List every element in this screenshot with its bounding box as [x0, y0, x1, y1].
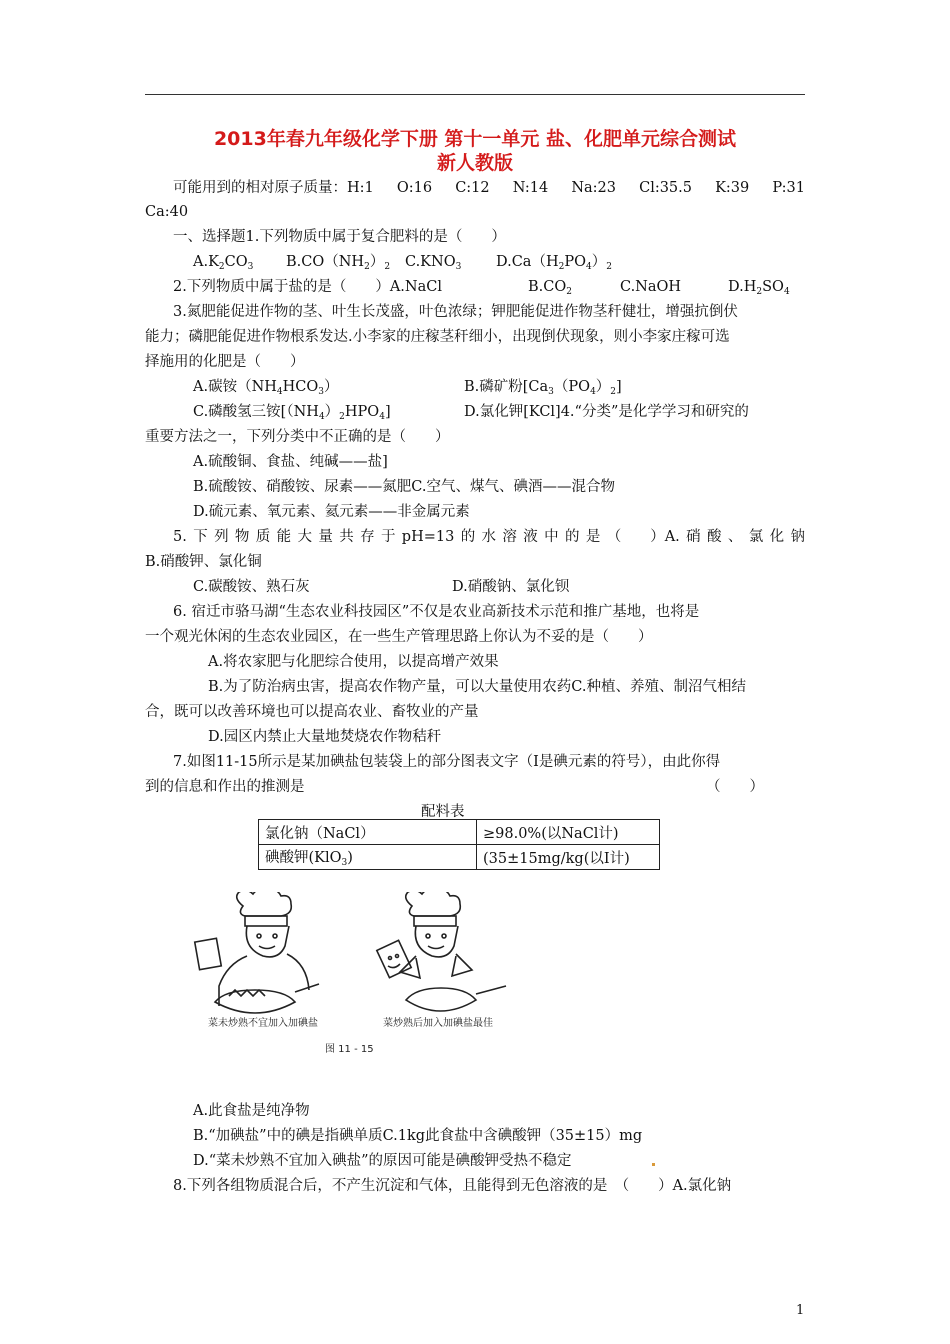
q3-line3: 择施用的化肥是（ ）: [145, 354, 305, 370]
ingredient-table: [258, 819, 660, 870]
q3-option-d-q4-stem: D.氯化钾[KCl]4.“分类”是化学学习和研究的: [464, 404, 749, 420]
q4-option-a: A.硫酸铜、食盐、纯碱——盐]: [193, 454, 388, 470]
q1-option-a: $A.K_2CO_3$: [193, 254, 254, 272]
q3-option-b: B.磷矿粉$[Ca_3(PO_4)_2]$: [464, 379, 622, 397]
q3-line1: 3.氮肥能促进作物的茎、叶生长茂盛，叶色浓绿；钾肥能促进作物茎秆健壮，增强抗倒伏: [173, 304, 738, 320]
q2-option-b: $B.CO_2$: [528, 279, 572, 297]
q3-option-a: A.碳铵$(NH_4HCO_3)$: [193, 379, 339, 397]
figure-label: 图 11 - 15: [325, 1044, 374, 1055]
q7-option-bc: B.“加碘盐”中的碘是指碘单质C.1kg此食盐中含碘酸钾（35±15）mg: [193, 1128, 643, 1144]
q6-line1: 6. 宿迁市骆马湖“生态农业科技园区”不仅是农业高新技术示范和推广基地，也将是: [173, 604, 700, 620]
q2-option-d: $D.H_2SO_4$: [728, 279, 790, 297]
q3-line2: 能力；磷肥能促进作物根系发达.小李家的庄稼茎秆细小，出现倒伏现象，则小李家庄稼可选: [145, 329, 730, 345]
table-cell: ≥98.0%(以NaCl计): [477, 820, 660, 845]
q1-option-b: $B.CO(NH_2)_2$: [286, 254, 391, 272]
q6-option-a: A.将农家肥与化肥综合使用，以提高增产效果: [208, 654, 499, 670]
table-row: [259, 845, 660, 870]
q7-line1: 7.如图11-15所示是某加碘盐包装袋上的部分图表文字（I是碘元素的符号），由此你得: [173, 754, 721, 770]
q5-option-d: D.硝酸钠、氯化钡: [452, 579, 570, 595]
left-chef-illustration: [195, 892, 319, 1013]
q6-option-d: D.园区内禁止大量地焚烧农作物秸秆: [208, 729, 442, 745]
q7-option-a: A.此食盐是纯净物: [193, 1103, 310, 1119]
q1-option-d: $D.Ca(H_2PO_4)_2$: [496, 254, 612, 272]
q7-answer-paren: （ ）: [706, 779, 764, 795]
q6-option-bc: B.为了防治病虫害，提高农作物产量，可以大量使用农药C.种植、养殖、制沼气相结: [208, 679, 746, 695]
figure-caption-right: 菜炒熟后加入加碘盐最佳: [383, 1018, 493, 1029]
chef-figure: [175, 892, 520, 1062]
q5-option-b: B.硝酸钾、氯化铜: [145, 554, 262, 570]
stray-dot: [652, 1163, 655, 1166]
table-cell: 氯化钠（NaCl）: [259, 820, 477, 845]
atomic-masses-line1: 可能用到的相对原子质量：H:1 O:16 C:12 N:14 Na:23 Cl:35.5 K:39 P:31: [173, 180, 805, 196]
q6-line2: 一个观光休闲的生态农业园区，在一些生产管理思路上你认为不妥的是（ ）: [145, 629, 653, 645]
table-row: [259, 820, 660, 845]
figure-caption-left: 菜未炒熟不宜加入加碘盐: [208, 1018, 318, 1029]
q1-stem: 一、选择题1.下列物质中属于复合肥料的是（ ）: [173, 229, 506, 245]
table-cell: 碘酸钾(KlO$_3$): [259, 845, 477, 870]
header-rule: [145, 94, 805, 95]
table-cell: (35±15mg/kg(以I计): [477, 845, 660, 870]
page-number: 1: [796, 1303, 805, 1318]
q8-line1: 8.下列各组物质混合后，不产生沉淀和气体，且能得到无色溶液的是 （ ）A.氯化钠: [173, 1178, 732, 1194]
q5-stem: 5. 下 列 物 质 能 大 量 共 存 于 pH=13 的 水 溶 液 中 的 是 （ ）A. 硝 酸 、 氯 化 钠: [173, 529, 805, 545]
page-title: 2013年春九年级化学下册 第十一单元 盐、化肥单元综合测试: [213, 128, 737, 150]
q4-option-d: D.硫元素、氧元素、氦元素——非金属元素: [193, 504, 470, 520]
table-title: 配料表: [421, 804, 465, 820]
atomic-masses-line2: Ca:40: [145, 204, 189, 220]
q4-option-bc: B.硫酸铵、硝酸铵、尿素——氮肥C.空气、煤气、碘酒——混合物: [193, 479, 615, 495]
q1-option-c: $C.KNO_3$: [405, 254, 462, 272]
right-chef-illustration: [377, 892, 506, 1011]
page-title-line2: 新人教版: [436, 152, 513, 174]
q2-stem: 2.下列物质中属于盐的是（ ）A.NaCl: [173, 279, 442, 295]
q6-option-c-cont: 合，既可以改善环境也可以提高农业、畜牧业的产量: [145, 704, 479, 720]
q3-option-c: C.磷酸氢三铵$[(NH_4)_2HPO_4]$: [193, 404, 391, 422]
q4-stem: 重要方法之一，下列分类中不正确的是（ ）: [145, 429, 450, 445]
q5-option-c: C.碳酸铵、熟石灰: [193, 579, 310, 595]
q2-option-c: C.NaOH: [620, 279, 682, 295]
q7-line2: 到的信息和作出的推测是: [145, 779, 305, 795]
q7-option-d: D.“菜未炒熟不宜加入碘盐”的原因可能是碘酸钾受热不稳定: [193, 1153, 572, 1169]
